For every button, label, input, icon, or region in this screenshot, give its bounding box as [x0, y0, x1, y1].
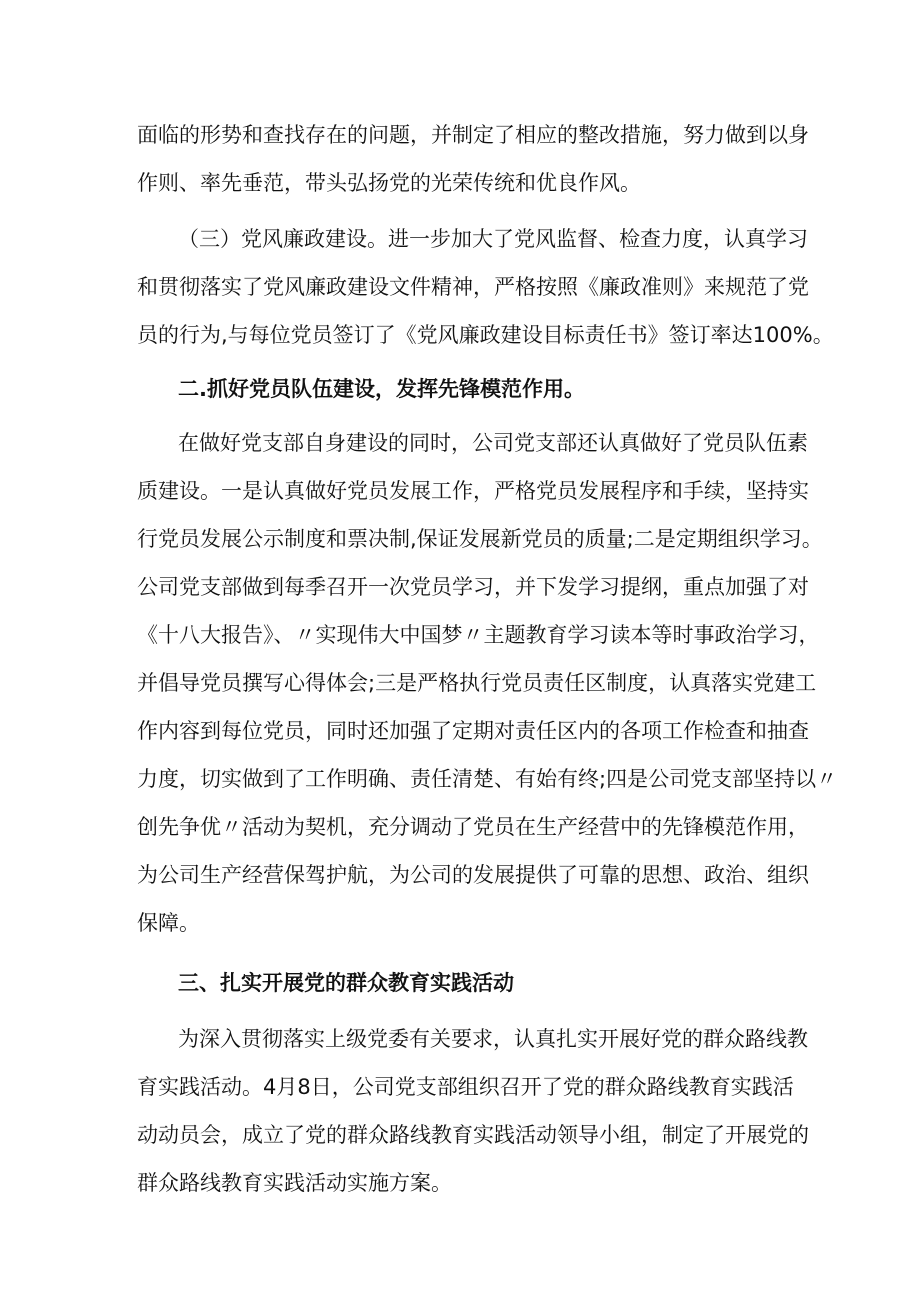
paragraph-line: 行党员发展公示制度和票决制,保证发展新党员的质量;二是定期组织学习。 — [137, 527, 823, 551]
section-heading: 三、扎实开展党的群众教育实践活动 — [178, 971, 514, 995]
paragraph-line: 为深入贯彻落实上级党委有关要求，认真扎实开展好党的群众路线教 — [178, 1027, 808, 1051]
paragraph-line: 面临的形势和查找存在的问题，并制定了相应的整改措施，努力做到以身 — [137, 123, 809, 147]
paragraph-line: （三）党风廉政建设。进一步加大了党风监督、检查力度，认真学习 — [178, 227, 808, 251]
paragraph-line: 育实践活动。4月8日，公司党支部组织召开了党的群众路线教育实践活 — [137, 1075, 794, 1099]
paragraph-line: 《十八大报告》、〃实现伟大中国梦〃主题教育学习读本等时事政治学习， — [137, 623, 820, 647]
paragraph-line: 创先争优〃活动为契机，充分调动了党员在生产经营中的先锋模范作用， — [137, 815, 809, 839]
paragraph-line: 群众路线教育实践活动实施方案。 — [137, 1171, 452, 1195]
paragraph-line: 保障。 — [137, 911, 200, 935]
paragraph-line: 为公司生产经营保驾护航，为公司的发展提供了可靠的思想、政治、组织 — [137, 863, 809, 887]
paragraph-line: 作内容到每位党员，同时还加强了定期对责任区内的各项工作检查和抽查 — [137, 719, 809, 743]
paragraph-line: 和贯彻落实了党风廉政建设文件精神，严格按照《廉政准则》来规范了党 — [137, 275, 809, 299]
paragraph-line: 员的行为,与每位党员签订了《党风廉政建设目标责任书》签订率达100%。 — [137, 323, 834, 347]
paragraph-line: 力度，切实做到了工作明确、责任清楚、有始有终;四是公司党支部坚持以〃 — [137, 767, 838, 791]
paragraph-line: 公司党支部做到每季召开一次党员学习，并下发学习提纲，重点加强了对 — [137, 575, 809, 599]
paragraph-line: 在做好党支部自身建设的同时，公司党支部还认真做好了党员队伍素 — [178, 431, 808, 455]
paragraph-line: 动动员会，成立了党的群众路线教育实践活动领导小组，制定了开展党的 — [137, 1123, 809, 1147]
section-heading: 二.抓好党员队伍建设，发挥先锋模范作用。 — [178, 377, 585, 401]
paragraph-line: 作则、率先垂范，带头弘扬党的光荣传统和优良作风。 — [137, 171, 641, 195]
paragraph-line: 质建设。一是认真做好党员发展工作，严格党员发展程序和手续，坚持实 — [137, 479, 809, 503]
paragraph-line: 并倡导党员撰写心得体会;三是严格执行党员责任区制度，认真落实党建工 — [137, 671, 817, 695]
